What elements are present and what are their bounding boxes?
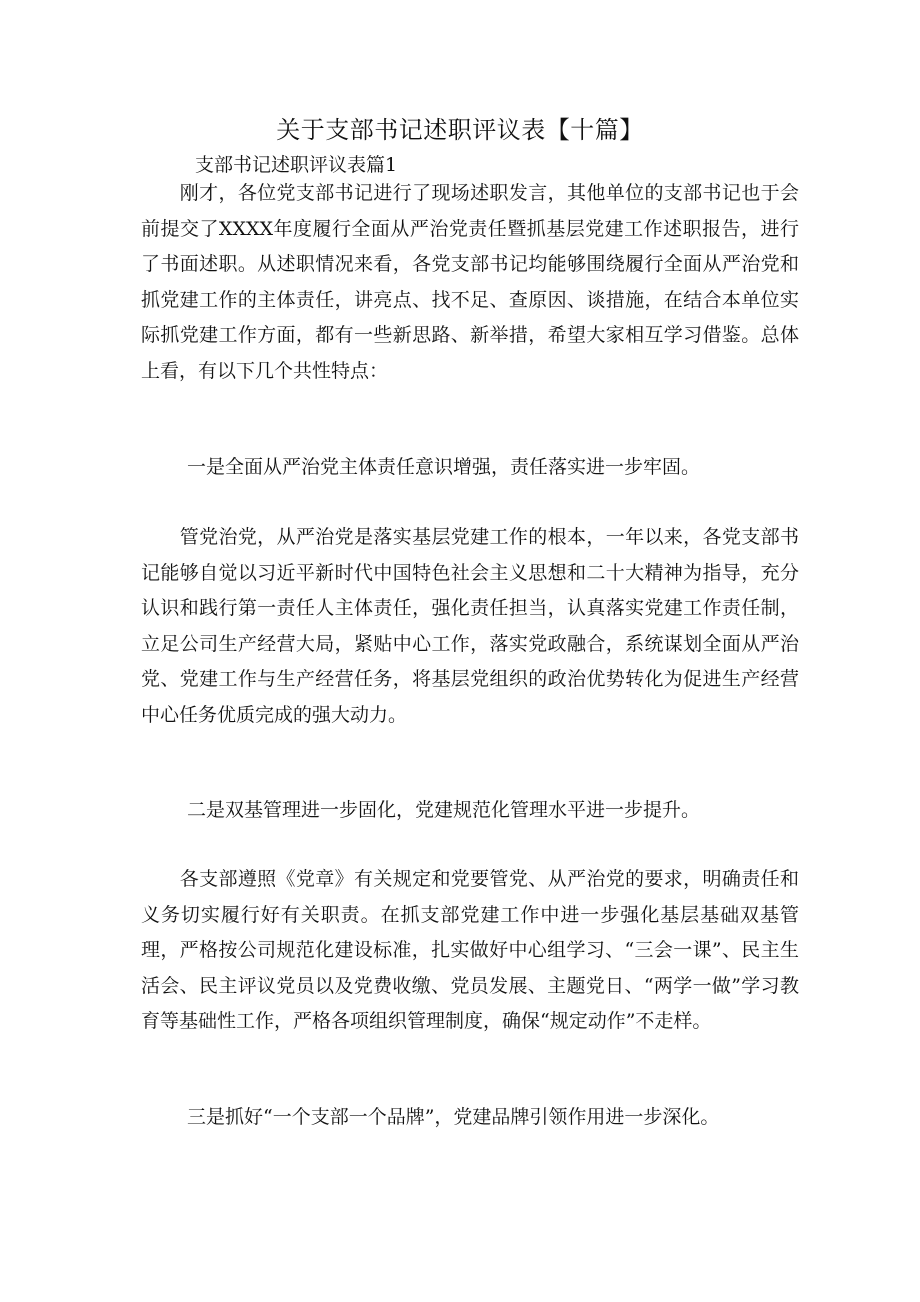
paragraph-management: 各支部遵照《党章》有关规定和党要管党、从严治党的要求，明确责任和义务切实履行好有关职责。在抓支部党建工作中进一步强化基层基础双基管理，严格按公司规范化建设标准，扎实做好中心组学习、“三会一课”、民主生活会、民主评议党员以及党费收缴、党员发展、主题党日、“两学一做”学习教育等基础性工作，严格各项组织管理制度，确保“规定动作”不走样。: [141, 868, 799, 1032]
section-heading-2: 二是双基管理进一步固化，党建规范化管理水平进一步提升。: [187, 799, 701, 821]
paragraph-responsibility: 管党治党，从严治党是落实基层党建工作的根本，一年以来，各党支部书记能够自觉以习近平新时代中国特色社会主义思想和二十大精神为指导，充分认识和践行第一责任人主体责任，强化责任担当，认真落实党建工作责任制，立足公司生产经营大局，紧贴中心工作，落实党政融合，系统谋划全面从严治党、党建工作与生产经营任务，将基层党组织的政治优势转化为促进生产经营中心任务优质完成的强大动力。: [141, 526, 799, 726]
section-heading-3: 三是抓好“一个支部一个品牌”，党建品牌引领作用进一步深化。: [187, 1106, 720, 1128]
section-heading-1: 一是全面从严治党主体责任意识增强，责任落实进一步牢固。: [187, 456, 701, 478]
page-title: 关于支部书记述职评议表【十篇】: [276, 116, 644, 144]
paragraph-intro: 刚才，各位党支部书记进行了现场述职发言，其他单位的支部书记也于会前提交了XXXX年度履行全面从严治党责任暨抓基层党建工作述职报告，进行了书面述职。从述职情况来看，各党支部书记均能够围绕履行全面从严治党和抓党建工作的主体责任，讲亮点、找不足、查原因、谈措施，在结合本单位实际抓党建工作方面，都有一些新思路、新举措，希望大家相互学习借鉴。总体上看，有以下几个共性特点：: [141, 182, 799, 382]
section-subtitle: 支部书记述职评议表篇1: [195, 154, 398, 176]
